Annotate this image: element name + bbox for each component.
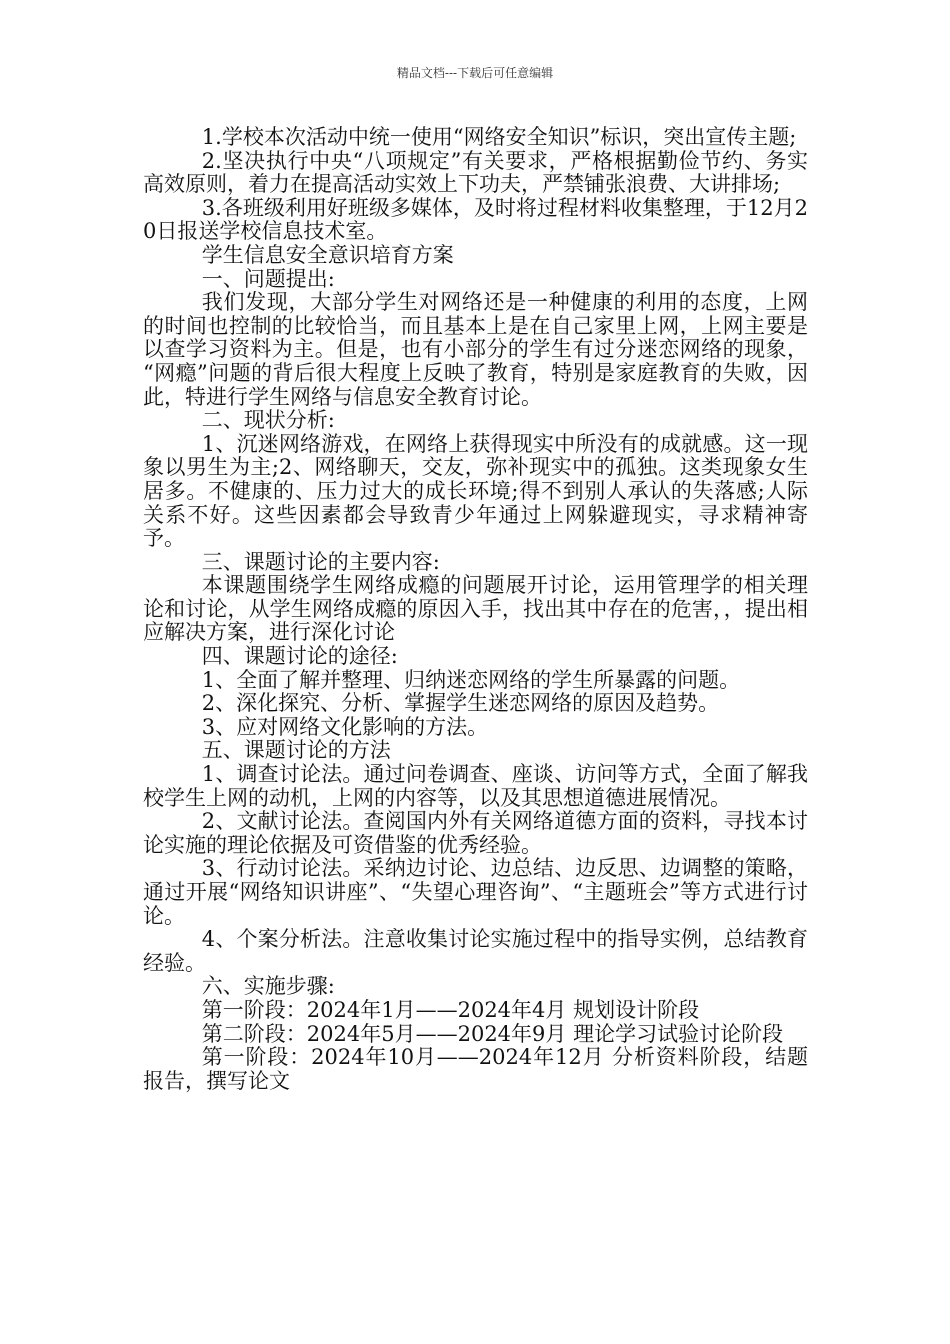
paragraph-rule-1: 1.学校本次活动中统一使用“网络安全知识”标识，突出宣传主题; [201,125,797,149]
page-header: 精品文档---下载后可任意编辑 [396,66,554,80]
list-item-approach-3: 3、应对网络文化影响的方法。 [201,714,489,739]
list-item-method-3: 3、行动讨论法。采纳边讨论、边总结、边反思、边调整的策略，通过开展“网络知识讲座”、“失望心理咨询”、“主题班会”等方式进行讨论。 [143,856,808,928]
paragraph-rule-2: 2.坚决执行中央“八项规定”有关要求，严格根据勤俭节约、务实高效原则，着力在提高活动实效上下功夫，严禁铺张浪费、大讲排场; [143,148,808,197]
list-item-approach-2: 2、深化探究、分析、掌握学生迷恋网络的原因及趋势。 [201,691,720,716]
paragraph-problem: 我们发现，大部分学生对网络还是一种健康的利用的态度，上网的时间也控制的比较恰当，而且基本上是在自己家里上网，上网主要是以查学习资料为主。但是，也有小部分的学生有过分迷恋网络的现象， “网瘾”问题的背后很大程度上反映了教育，特别是家庭教育的失败，因此，特进行学生网络与信息安全教育讨论。 [143,290,808,409]
list-item-stage-2: 第二阶段：2024年5月——2024年9月 理论学习试验讨论阶段 [201,1021,784,1046]
section-heading-5: 五、课题讨论的方法 [201,738,391,763]
section-heading-1: 一、问题提出: [201,266,335,291]
list-item-stage-1: 第一阶段：2024年1月——2024年4月 规划设计阶段 [201,997,700,1022]
paragraph-content: 本课题围绕学生网络成瘾的问题展开讨论，运用管理学的相关理论和讨论，从学生网络成瘾的原因入手，找出其中存在的危害，，提出相应解决方案，进行深化讨论 [143,573,808,645]
section-heading-2: 二、现状分析: [201,408,335,433]
paragraph-status: 1、沉迷网络游戏，在网络上获得现实中所没有的成就感。这一现象以男生为主;2、网络聊天，交友，弥补现实中的孤独。这类现象女生居多。不健康的、压力过大的成长环境;得不到别人承认的失落感;人际关系不好。这些因素都会导致青少年通过上网躲避现实，寻求精神寄予。 [143,431,808,551]
list-item-method-2: 2、文献讨论法。查阅国内外有关网络道德方面的资料，寻找本讨论实施的理论依据及可资借鉴的优秀经验。 [143,809,808,857]
paragraph-rule-3: 3.各班级利用好班级多媒体，及时将过程材料收集整理，于12月20日报送学校信息技术室。 [143,195,808,244]
list-item-method-1: 1、调查讨论法。通过问卷调查、座谈、访问等方式，全面了解我校学生上网的动机，上网的内容等，以及其思想道德进展情况。 [143,762,808,810]
list-item-approach-1: 1、全面了解并整理、归纳迷恋网络的学生所暴露的问题。 [201,667,741,692]
document-title: 学生信息安全意识培育方案 [201,242,454,267]
section-heading-4: 四、课题讨论的途径: [201,644,398,669]
document-body [143,126,808,1093]
list-item-stage-3: 第一阶段：2024年10月——2024年12月 分析资料阶段，结题报告，撰写论文 [143,1045,808,1093]
section-heading-3: 三、课题讨论的主要内容: [201,549,440,574]
list-item-method-4: 4、个案分析法。注意收集讨论实施过程中的指导实例，总结教育经验。 [143,927,808,975]
section-heading-6: 六、实施步骤: [201,974,335,999]
